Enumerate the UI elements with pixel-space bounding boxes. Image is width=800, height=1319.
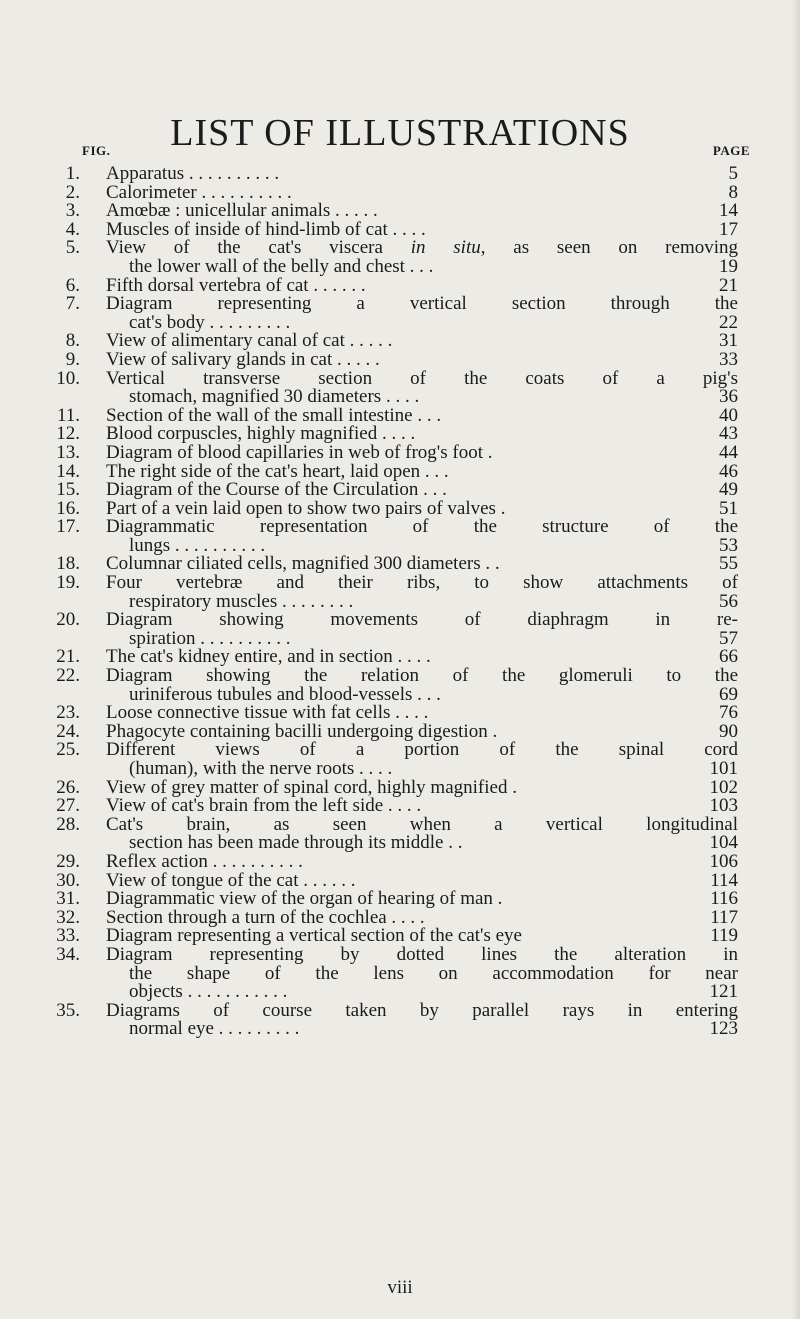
page-ref: 123	[709, 1018, 738, 1040]
page-ref: 14	[719, 200, 738, 222]
list-item	[0, 741, 800, 778]
page-ref: 102	[709, 776, 738, 798]
figure-number: 4.	[65, 218, 80, 240]
fig-column-header: FIG.	[82, 143, 111, 158]
figure-number: 27.	[56, 795, 80, 817]
page-ref: 5	[728, 163, 738, 184]
page-ref: 31	[719, 330, 738, 352]
entry-line	[0, 611, 800, 630]
page-ref: 22	[719, 311, 738, 333]
entry-text: Apparatus . . . . . . . . . .	[106, 163, 280, 184]
page-ref: 104	[709, 832, 738, 854]
entry-line	[0, 999, 800, 1021]
entry-text: Section of the wall of the small intestine . . .	[106, 404, 442, 426]
entry-text: Diagram of blood capillaries in web of frog's foot .	[106, 441, 493, 463]
list-item	[0, 441, 800, 463]
figure-number: 21.	[56, 646, 80, 668]
entry-line	[0, 943, 800, 965]
entry-text: View of alimentary canal of cat . . . . .	[106, 330, 393, 352]
entry-text: Loose connective tissue with fat cells . . . .	[106, 702, 429, 724]
page-ref: 8	[728, 181, 738, 203]
list-item	[0, 999, 800, 1040]
figure-number: 14.	[56, 460, 80, 482]
entry-line	[0, 850, 800, 872]
figure-number: 22.	[56, 665, 80, 687]
figure-number: 12.	[56, 423, 80, 445]
figure-number: 3.	[65, 200, 80, 222]
figure-number: 26.	[56, 776, 80, 798]
figure-number: 18.	[56, 553, 80, 575]
list-item	[0, 813, 800, 854]
page-ref: 117	[710, 906, 738, 928]
entry-text: View of salivary glands in cat . . . . .	[106, 348, 380, 370]
list-item	[0, 165, 800, 184]
list-item	[0, 850, 800, 872]
figure-number: 35.	[56, 999, 80, 1021]
figure-number: 33.	[56, 925, 80, 947]
page-ref: 36	[719, 386, 738, 408]
entry-text: cat's body . . . . . . . . .	[129, 311, 291, 333]
entry-text: Diagram showing the relation of the glomeruli to the	[106, 665, 738, 687]
entry-text: Columnar ciliated cells, magnified 300 diameters . .	[106, 553, 500, 575]
figure-number: 31.	[56, 888, 80, 910]
entry-text: The right side of the cat's heart, laid open . . .	[106, 460, 449, 482]
list-item	[0, 518, 800, 555]
list-item	[0, 667, 800, 704]
page-ref: 49	[719, 479, 738, 501]
page-ref: 55	[719, 553, 738, 575]
entry-line	[0, 348, 800, 370]
entry-line	[0, 574, 800, 593]
list-item	[0, 797, 800, 816]
entry-line	[0, 797, 800, 816]
figure-number: 9.	[65, 348, 80, 370]
entry-text: normal eye . . . . . . . . .	[129, 1018, 300, 1040]
figure-number: 10.	[56, 367, 80, 389]
page-ref: 121	[709, 981, 738, 1003]
page-ref: 119	[710, 925, 738, 947]
entry-text: Part of a vein laid open to show two pairs of valves .	[106, 497, 506, 519]
entry-text: Reflex action . . . . . . . . . .	[106, 850, 303, 872]
page-ref: 106	[709, 850, 738, 872]
page-number: viii	[387, 1277, 413, 1298]
entry-text: Vertical transverse section of the coats of a pig's	[106, 367, 738, 389]
page-ref: 66	[719, 646, 738, 668]
entry-text: Diagram representing a vertical section of the cat's eye	[106, 925, 522, 947]
entry-text: section has been made through its middle . .	[129, 832, 463, 854]
page-ref: 56	[719, 590, 738, 612]
figure-number: 16.	[56, 497, 80, 519]
figure-number: 28.	[56, 813, 80, 835]
entry-text: Four vertebræ and their ribs, to show attachments of	[106, 572, 738, 594]
entry-line	[0, 295, 800, 314]
entry-text: lungs . . . . . . . . . .	[129, 534, 266, 556]
entry-line	[0, 518, 800, 537]
entry-line	[0, 983, 800, 1002]
list-item	[0, 202, 800, 221]
page-ref: 46	[719, 460, 738, 482]
list-item	[0, 367, 800, 408]
figure-number: 15.	[56, 479, 80, 501]
list-item	[0, 611, 800, 648]
figure-number: 7.	[65, 293, 80, 315]
figure-number: 30.	[56, 869, 80, 891]
page-ref: 21	[719, 274, 738, 296]
illustration-list	[0, 165, 800, 1039]
entry-line	[0, 481, 800, 500]
entry-line	[0, 202, 800, 221]
entry-text: Diagram representing a vertical section through the	[106, 293, 738, 315]
entry-text: View of grey matter of spinal cord, highly magnified .	[106, 776, 517, 798]
figure-number: 8.	[65, 330, 80, 352]
entry-text: Muscles of inside of hind-limb of cat . . . .	[106, 218, 426, 240]
figure-number: 24.	[56, 720, 80, 742]
figure-number: 13.	[56, 441, 80, 463]
page-ref: 114	[710, 869, 738, 891]
entry-text: Diagram representing by dotted lines the alteration in	[106, 943, 738, 965]
entry-text: Blood corpuscles, highly magnified . . . .	[106, 423, 416, 445]
page-column-header: PAGE	[712, 143, 750, 158]
entry-text: The cat's kidney entire, and in section . . . .	[106, 646, 431, 668]
page-ref: 43	[719, 423, 738, 445]
page-ref: 90	[719, 720, 738, 742]
figure-number: 34.	[56, 943, 80, 965]
entry-text: respiratory muscles . . . . . . . .	[129, 590, 354, 612]
figure-number: 29.	[56, 850, 80, 872]
entry-text: (human), with the nerve roots . . . .	[129, 758, 393, 779]
entry-text: Different views of a portion of the spinal cord	[106, 739, 738, 761]
figure-number: 5.	[65, 237, 80, 259]
entry-line	[0, 165, 800, 184]
entry-text: spiration . . . . . . . . . .	[129, 627, 291, 649]
entry-text: Phagocyte containing bacilli undergoing digestion .	[106, 720, 498, 742]
figure-number: 20.	[56, 609, 80, 631]
figure-number: 6.	[65, 274, 80, 296]
figure-number: 19.	[56, 572, 80, 594]
page-ref: 40	[719, 404, 738, 426]
entry-text: the shape of the lens on accommodation for near	[129, 962, 738, 984]
entry-text: Calorimeter . . . . . . . . . .	[106, 181, 292, 203]
page-title: LIST OF ILLUSTRATIONS	[170, 112, 630, 155]
entry-text: the lower wall of the belly and chest . . .	[129, 255, 434, 277]
list-item	[0, 295, 800, 332]
entry-text: Fifth dorsal vertebra of cat . . . . . .	[106, 274, 366, 296]
entry-text: Diagrammatic representation of the structure of the	[106, 516, 738, 538]
figure-number: 23.	[56, 702, 80, 724]
page-ref: 103	[709, 795, 738, 817]
list-item	[0, 943, 800, 1003]
list-item	[0, 348, 800, 370]
figure-number: 2.	[65, 181, 80, 203]
list-item	[0, 481, 800, 500]
entry-text: Amœbæ : unicellular animals . . . . .	[106, 200, 378, 222]
entry-text: Diagrammatic view of the organ of hearing of man .	[106, 888, 503, 910]
entry-text: uriniferous tubules and blood-vessels . . .	[129, 683, 441, 705]
list-item	[0, 574, 800, 611]
entry-text: View of cat's brain from the left side . . . .	[106, 795, 422, 817]
figure-number: 11.	[56, 404, 80, 426]
entry-line	[0, 890, 800, 909]
entry-text: View of the cat's viscera in situ, as seen on removing	[106, 237, 739, 259]
entry-line	[0, 760, 800, 779]
entry-line	[0, 962, 800, 984]
entry-text: Section through a turn of the cochlea . . . .	[106, 906, 425, 928]
list-item	[0, 890, 800, 909]
entry-text: Diagram of the Course of the Circulation . . .	[106, 479, 447, 501]
page-ref: 19	[719, 255, 738, 277]
figure-number: 1.	[65, 163, 80, 184]
entry-line	[0, 741, 800, 760]
page-ref: 17	[719, 218, 738, 240]
page-ref: 51	[719, 497, 738, 519]
page-ref: 76	[719, 702, 738, 724]
entry-text: Diagram showing movements of diaphragm in re-	[106, 609, 738, 631]
entry-line	[0, 255, 800, 277]
page-ref: 69	[719, 683, 738, 705]
page-ref: 101	[709, 758, 738, 779]
entry-text: objects . . . . . . . . . . .	[129, 981, 288, 1003]
figure-number: 25.	[56, 739, 80, 761]
entry-text: Cat's brain, as seen when a vertical longitudinal	[106, 813, 738, 835]
entry-text: View of tongue of the cat . . . . . .	[106, 869, 356, 891]
figure-number: 32.	[56, 906, 80, 928]
entry-line	[0, 441, 800, 463]
entry-line	[0, 667, 800, 686]
page-ref: 57	[719, 627, 738, 649]
entry-line	[0, 388, 800, 407]
list-item	[0, 239, 800, 276]
entry-line	[0, 1020, 800, 1039]
page-ref: 53	[719, 534, 738, 556]
page-ref: 116	[710, 888, 738, 910]
page-ref: 44	[719, 441, 738, 463]
entry-text: stomach, magnified 30 diameters . . . .	[129, 386, 420, 408]
figure-number: 17.	[56, 516, 80, 538]
page-ref: 33	[719, 348, 738, 370]
page-edge	[792, 0, 800, 1319]
entry-text: Diagrams of course taken by parallel rays in entering	[106, 999, 738, 1021]
